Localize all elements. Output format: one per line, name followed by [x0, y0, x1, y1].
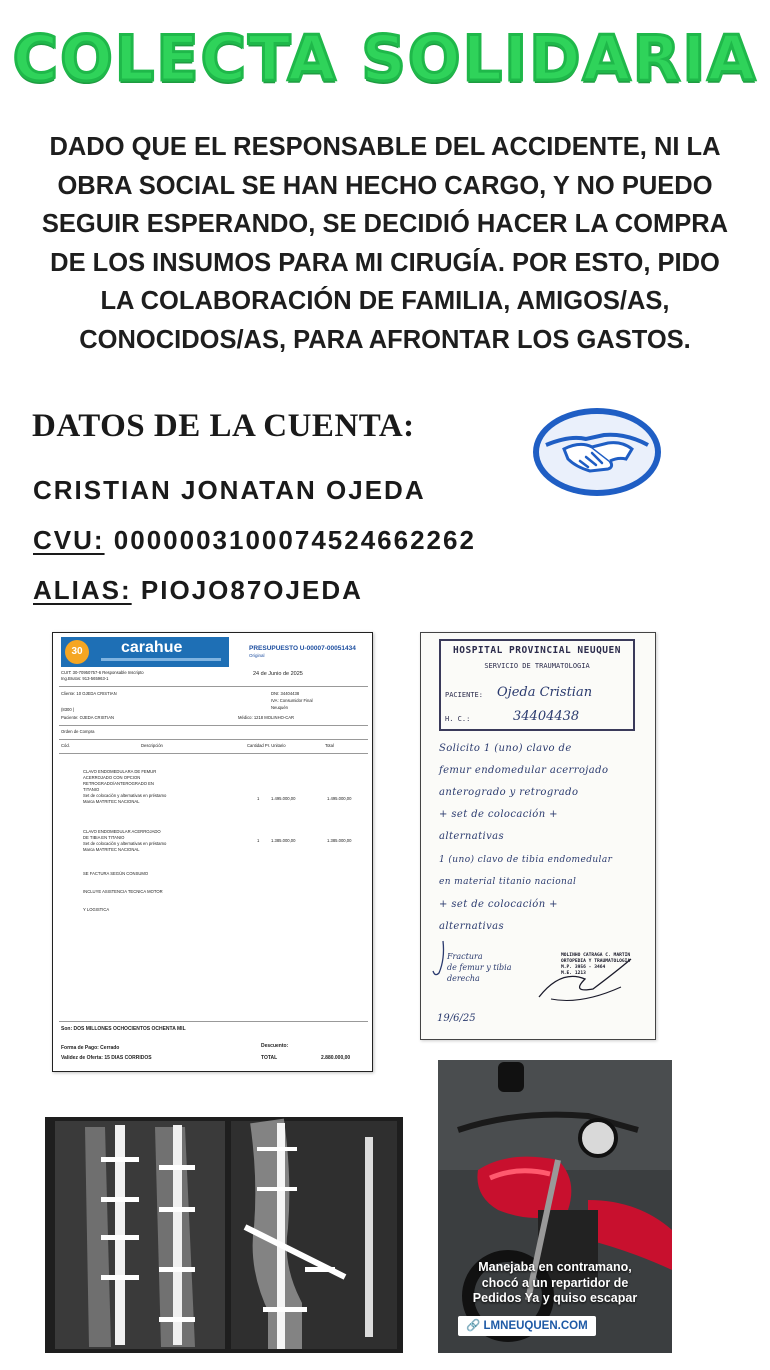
invoice-total-label: TOTAL — [261, 1055, 278, 1061]
item2-description: CLAVO ENDOMEDULAR ACERROJADO DE TIBIA EN TITANIO Set de colocación y alternativas en préstamo Marca MATRITEC NACIONAL — [83, 829, 167, 852]
alias-label: ALIAS: — [33, 575, 132, 605]
invoice-note: SE FACTURA SEGÚN CONSUMO — [83, 871, 149, 876]
patient-label: PACIENTE: — [445, 691, 483, 699]
intro-line: DADO QUE EL RESPONSABLE DEL ACCIDENTE, NI LA — [49, 133, 721, 161]
moto-caption: Manejaba en contramano, chocó a un repartidor de Pedidos Ya y quiso escapar — [472, 1260, 638, 1305]
account-section-title: DATOS DE LA CUENTA: — [32, 408, 415, 444]
prescription-line: femur endomedular acerrojado — [439, 765, 609, 776]
invoice-cuit: CUIT: 30-70950757-6 Responsable Inscripto — [61, 670, 144, 675]
cvu-value: 0000003100074524662262 — [113, 525, 476, 555]
item1-total: 1.495.000,00 — [327, 796, 352, 801]
hc-value: 34404438 — [513, 709, 580, 724]
invoice-total-value: 2.880.000,00 — [321, 1055, 351, 1061]
anniversary-badge: 30 — [65, 640, 89, 664]
prescription-date: 19/6/25 — [437, 1013, 476, 1024]
col-description: Descripción — [141, 743, 163, 748]
intro-line: DE LOS INSUMOS PARA MI CIRUGÍA. POR ESTO, PIDO — [50, 248, 720, 277]
invoice-discount-label: Descuento: — [261, 1043, 289, 1049]
prescription-line: Solicito 1 (uno) clavo de — [439, 743, 572, 754]
invoice-city: Neuquén — [271, 705, 288, 710]
account-holder-name: CRISTIAN JONATAN OJEDA — [33, 475, 426, 505]
doctor-stamp: MOLINHO CATRAGA C. MARTIN ORTOPEDIA Y TRAUMATOLOGIA M.P. 3956 - 3464 M.E. 1213 — [561, 953, 631, 976]
patient-value: Ojeda Cristian — [497, 685, 593, 700]
cvu-row — [33, 525, 476, 556]
invoice-iva: IVA: Consumidor Final — [271, 698, 313, 703]
invoice-doctor: Médico: 1218 MOLINHO-CAR — [238, 715, 295, 720]
invoice-payment: Forma de Pago: Cerrado — [61, 1045, 120, 1051]
prescription-line: alternativas — [439, 921, 505, 932]
stamp-subtitle: SERVICIO DE TRAUMATOLOGIA — [484, 662, 590, 670]
invoice-note: Y LOGISTICA — [83, 907, 110, 912]
stamp-title: HOSPITAL PROVINCIAL NEUQUEN — [453, 645, 621, 656]
item2-price: 1.385.000,00 — [271, 838, 296, 843]
invoice-patient: Paciente: OJEDA CRISTIAN — [61, 715, 115, 720]
prescription-line: en material titanio nacional — [439, 877, 577, 887]
invoice-date: 24 de Junio de 2025 — [253, 671, 303, 677]
page-title: COLECTA SOLIDARIA — [12, 22, 758, 95]
carahue-logo — [61, 637, 229, 667]
mercadopago-handshake-icon — [530, 405, 664, 499]
intro-line: CONOCIDOS/AS, PARA AFRONTAR LOS GASTOS. — [79, 325, 691, 354]
invoice-order: Orden de Compra — [61, 729, 95, 734]
prescription-note — [420, 632, 656, 1040]
prescription-line: anterogrado y retrogrado — [439, 787, 579, 798]
intro-line: OBRA SOCIAL SE HAN HECHO CARGO, Y NO PUEDO — [57, 171, 713, 200]
invoice-ing-brutos: Ing.Brutos: 913-565963-1 — [61, 676, 109, 681]
hc-label: H. C.: — [445, 715, 471, 723]
alias-row — [33, 575, 363, 606]
signature-mark — [431, 939, 451, 979]
intro-line: SEGUIR ESPERANDO, SE DECIDIÓ HACER LA COMPRA — [41, 210, 729, 238]
prescription-line: + set de colocación + — [439, 809, 558, 820]
invoice-postal-code: (8300 ) — [61, 707, 75, 712]
prescription-line: 1 (uno) clavo de tibia endomedular — [439, 855, 613, 865]
invoice-brand: carahue — [121, 639, 183, 656]
intro-line: LA COLABORACIÓN DE FAMILIA, AMIGOS/AS, — [100, 287, 670, 315]
motorcycle-photo — [438, 1060, 672, 1353]
link-icon: 🔗 — [466, 1320, 481, 1332]
news-source-label: LMNEUQUEN.COM — [483, 1320, 588, 1332]
news-source-link[interactable] — [458, 1316, 596, 1336]
item2-qty: 1 — [257, 838, 260, 843]
invoice-copy-type: Original — [249, 653, 265, 658]
alias-value: PIOJO87OJEDA — [140, 575, 363, 605]
invoice-client: Cliente: 10 OJEDA CRISTIAN — [61, 691, 117, 696]
diagnosis: Fractura de femur y tibia derecha — [447, 952, 512, 983]
invoice-dni: DNI: 34404438 — [271, 691, 300, 696]
intro-paragraph — [18, 128, 752, 359]
invoice-number: PRESUPUESTO U-00007-00051434 — [249, 645, 356, 652]
cvu-label: CVU: — [33, 525, 105, 555]
prescription-line: + set de colocación + — [439, 899, 558, 910]
col-code: Cód. — [61, 743, 70, 748]
item1-description: CLAVO ENDOMEDULARA DE FEMUR ACERROJADO CON OPCION RETROGRADO/ANTEROGRADO EN TITANIO Set de colocación y alternativas en préstamo Marca MATRITEC NACIONAL — [83, 769, 167, 804]
invoice-document — [52, 632, 373, 1072]
col-total: Total — [325, 743, 334, 748]
invoice-validity: Validez de Oferta: 15 DIAS CORRIDOS — [61, 1055, 152, 1061]
item1-qty: 1 — [257, 796, 260, 801]
motorcycle-image — [438, 1060, 672, 1353]
xray-image — [45, 1117, 403, 1353]
col-quantity: Cantidad Pr. Unitario — [247, 743, 286, 748]
item2-total: 1.385.000,00 — [327, 838, 352, 843]
prescription-line: alternativas — [439, 831, 505, 842]
invoice-note: INCLUYE ASISTENCIA TECNICA MOTOR — [83, 889, 163, 894]
item1-price: 1.495.000,00 — [271, 796, 296, 801]
invoice-amount-words: Son: DOS MILLONES OCHOCIENTOS OCHENTA MIL — [61, 1026, 186, 1032]
hospital-stamp — [439, 639, 635, 731]
doctor-signature — [531, 949, 641, 1007]
